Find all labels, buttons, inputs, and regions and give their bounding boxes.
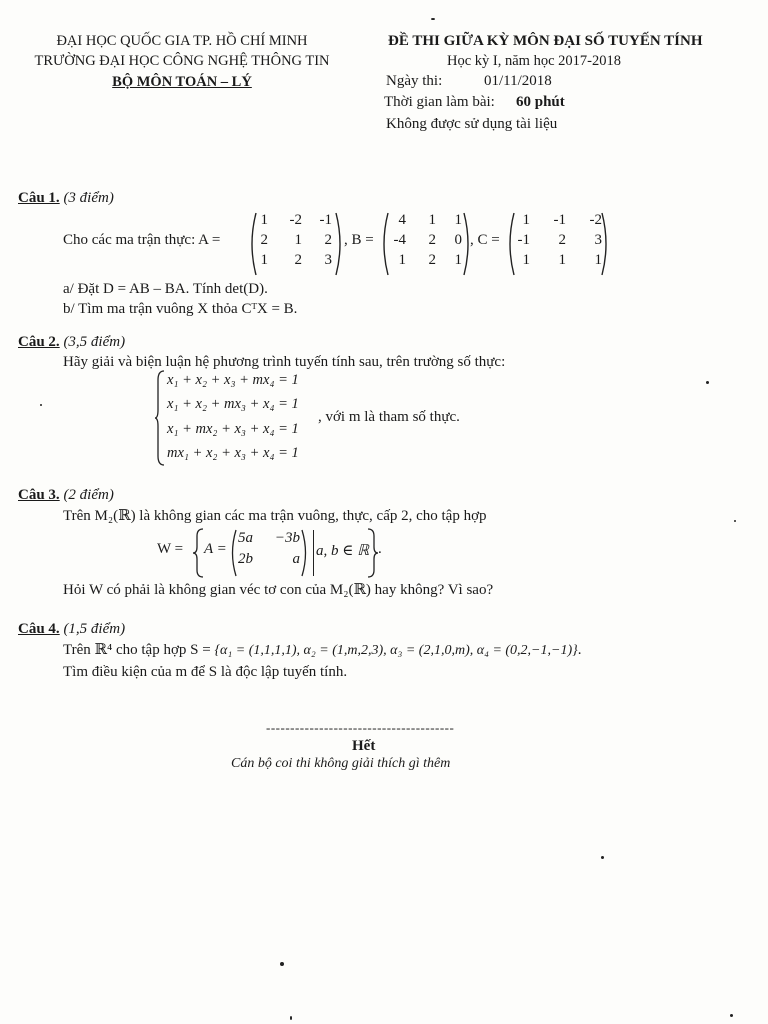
scan-speck xyxy=(431,18,435,20)
matrix-w xyxy=(238,530,300,568)
end-label: Hết xyxy=(352,738,376,754)
q4-line1-text: Trên ℝ⁴ cho tập hợp S = xyxy=(63,642,215,658)
q2-intro: Hãy giải và biện luận hệ phương trình tuyến tính sau, trên trường số thực: xyxy=(63,354,506,370)
faculty-name: TRƯỜNG ĐẠI HỌC CÔNG NGHỆ THÔNG TIN xyxy=(34,53,330,69)
matrix-c-cell: 3 xyxy=(594,232,602,248)
q1-intro: Cho các ma trận thực: A = xyxy=(63,232,221,248)
department-name: BỘ MÔN TOÁN – LÝ xyxy=(112,74,252,90)
matrix-c-right-paren xyxy=(600,212,612,276)
matrix-b-cell: 2 xyxy=(428,252,436,268)
matrix-a-cell: -2 xyxy=(289,212,302,228)
matrix-b xyxy=(388,212,462,269)
scan-speck xyxy=(40,404,42,406)
set-s: {α₁ = (1,1,1,1), α₂ = (1,m,2,3), α₃ = (2,1,0,m), α₄ = (0,2,−1,−1)} xyxy=(214,643,578,658)
matrix-b-cell: 1 xyxy=(398,252,406,268)
q2-tail: , với m là tham số thực. xyxy=(318,409,460,425)
matrix-a-cell: 3 xyxy=(324,252,332,268)
scan-speck xyxy=(706,381,709,384)
matrix-c-cell: 1 xyxy=(522,212,530,228)
exam-date: 01/11/2018 xyxy=(484,73,552,89)
q4-line1-period: . xyxy=(577,642,582,658)
q2-label: Câu 2. xyxy=(18,334,60,350)
matrix-b-cell: -4 xyxy=(393,232,406,248)
equation-1: x₁ + x₂ + x₃ + mx₄ = 1 xyxy=(167,372,299,388)
matrix-b-cell: 4 xyxy=(398,212,406,228)
matrix-b-cell: 1 xyxy=(454,252,462,268)
matrix-c-cell: 1 xyxy=(522,252,530,268)
equation-4: mx₁ + x₂ + x₃ + x₄ = 1 xyxy=(167,445,299,461)
q4-heading xyxy=(18,621,125,638)
matrix-b-cell: 0 xyxy=(454,232,462,248)
university-name: ĐẠI HỌC QUỐC GIA TP. HỒ CHÍ MINH xyxy=(56,33,308,49)
set-left-brace xyxy=(191,528,205,578)
exam-time-label: Thời gian làm bài: xyxy=(384,94,495,110)
q4-points: (1,5 điểm) xyxy=(63,621,126,637)
matrix-b-cell: 2 xyxy=(428,232,436,248)
q2-points: (3,5 điểm) xyxy=(63,334,126,350)
matrix-w-cell: a xyxy=(292,551,300,567)
matrix-c-cell: 2 xyxy=(558,232,566,248)
q3-label: Câu 3. xyxy=(18,487,60,503)
matrix-c-cell: 1 xyxy=(558,252,566,268)
end-rule: --------------------------------------- xyxy=(266,720,455,735)
scan-speck xyxy=(280,962,284,966)
matrix-b-cell: 1 xyxy=(428,212,436,228)
matrix-a-cell: 1 xyxy=(260,252,268,268)
set-w-label: W = xyxy=(157,541,184,557)
q4-line2: Tìm điều kiện của m để S là độc lập tuyến tính. xyxy=(63,664,348,680)
equation-3: x₁ + mx₂ + x₃ + x₄ = 1 xyxy=(167,421,299,437)
matrix-b-cell: 1 xyxy=(454,212,462,228)
q2-heading xyxy=(18,334,125,351)
q1-label: Câu 1. xyxy=(18,190,60,206)
equation-2: x₁ + x₂ + mx₃ + x₄ = 1 xyxy=(167,396,299,412)
sep-c: , C = xyxy=(470,232,500,248)
scan-speck xyxy=(730,1014,733,1017)
matrix-a xyxy=(254,212,332,269)
scan-speck xyxy=(601,856,604,859)
matrix-a-cell: 1 xyxy=(260,212,268,228)
exam-note: Không được sử dụng tài liệu xyxy=(386,116,558,132)
set-condition: a, b ∈ ℝ xyxy=(316,543,369,559)
exam-title: ĐỀ THI GIỮA KỲ MÔN ĐẠI SỐ TUYẾN TÍNH xyxy=(388,33,703,49)
q1-part-a: a/ Đặt D = AB – BA. Tính det(D). xyxy=(63,281,268,297)
scan-speck xyxy=(290,1016,292,1020)
matrix-a-cell: 2 xyxy=(260,232,268,248)
matrix-c-cell: 1 xyxy=(594,252,602,268)
matrix-a-cell: 2 xyxy=(324,232,332,248)
matrix-a-cell: -1 xyxy=(319,212,332,228)
q1-points: (3 điểm) xyxy=(63,190,114,206)
matrix-w-cell: −3b xyxy=(274,530,300,546)
exam-date-label: Ngày thi: xyxy=(386,73,443,89)
matrix-c-cell: -2 xyxy=(589,212,602,228)
q4-label: Câu 4. xyxy=(18,621,60,637)
matrix-w-right-paren xyxy=(300,529,310,577)
end-note: Cán bộ coi thi không giải thích gì thêm xyxy=(231,756,451,771)
q1-part-b: b/ Tìm ma trận vuông X thỏa CᵀX = B. xyxy=(63,301,298,317)
q3-intro: Trên M₂(ℝ) là không gian các ma trận vuông, thực, cấp 2, cho tập hợp xyxy=(63,508,487,524)
exam-term: Học kỳ I, năm học 2017-2018 xyxy=(447,53,621,69)
exam-time: 60 phút xyxy=(516,94,565,110)
q3-points: (2 điểm) xyxy=(63,487,114,503)
scan-speck xyxy=(734,520,736,522)
sep-b: , B = xyxy=(344,232,374,248)
matrix-a-cell: 2 xyxy=(294,252,302,268)
matrix-w-cell: 2b xyxy=(238,551,253,567)
matrix-c-cell: -1 xyxy=(517,232,530,248)
set-a-label: A = xyxy=(204,541,227,557)
matrix-w-cell: 5a xyxy=(238,530,253,546)
q3-question: Hỏi W có phải là không gian véc tơ con của M₂(ℝ) hay không? Vì sao? xyxy=(63,582,494,598)
matrix-c-cell: -1 xyxy=(553,212,566,228)
matrix-w-left-paren xyxy=(228,529,238,577)
matrix-a-cell: 1 xyxy=(294,232,302,248)
matrix-c xyxy=(512,212,602,269)
q1-heading xyxy=(18,190,114,207)
set-separator xyxy=(313,530,314,576)
set-period: . xyxy=(378,541,382,557)
system-brace xyxy=(154,370,166,466)
q4-line1 xyxy=(63,640,581,659)
q3-heading xyxy=(18,487,114,504)
